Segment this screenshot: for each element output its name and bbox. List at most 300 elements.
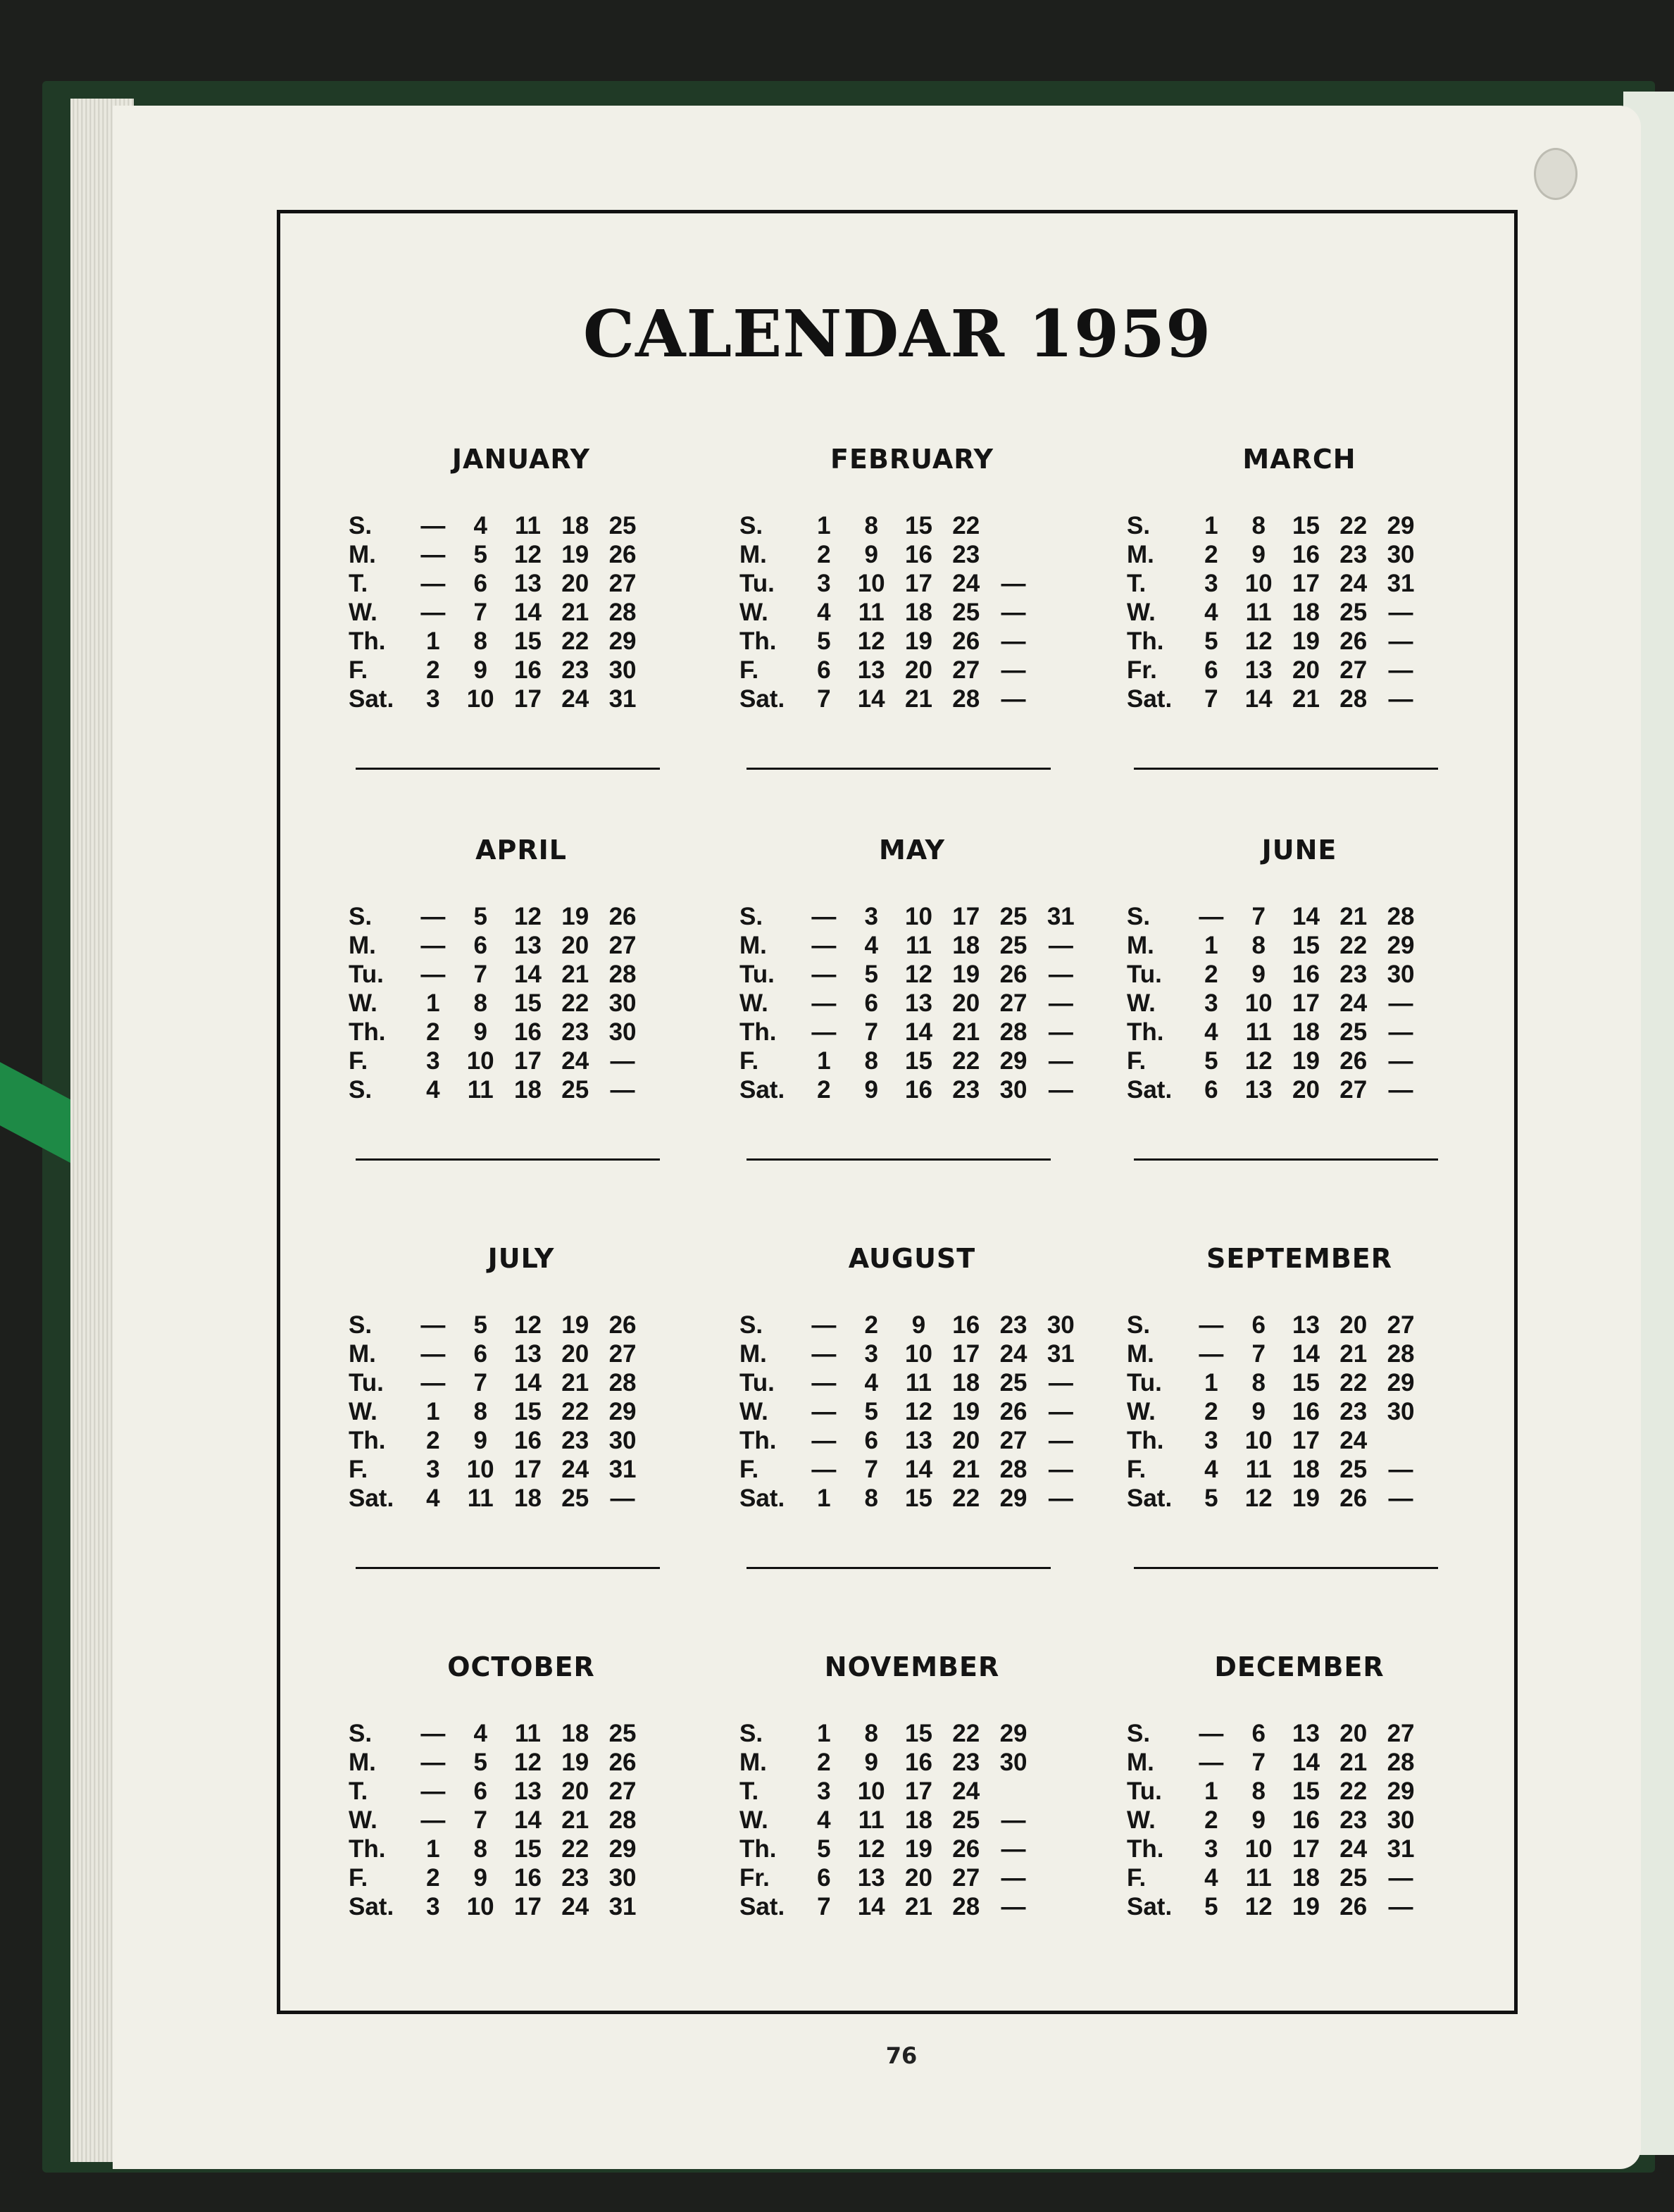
date-cell: 16 xyxy=(905,1748,932,1776)
month-february xyxy=(739,444,1085,713)
weekday-row xyxy=(739,1311,1085,1339)
date-cell: — xyxy=(1048,1484,1073,1512)
date-cell: 29 xyxy=(608,627,637,655)
weekday-row xyxy=(349,902,694,931)
date-cell: 9 xyxy=(473,1018,487,1046)
date-cell: 21 xyxy=(1292,685,1320,713)
date-cell: — xyxy=(1001,685,1026,713)
date-cell: 11 xyxy=(514,1719,541,1747)
date-cell: 20 xyxy=(1339,1719,1368,1747)
date-cell: 7 xyxy=(1204,685,1218,713)
date-cell: 12 xyxy=(514,1748,542,1776)
weekday-label: W. xyxy=(739,989,768,1017)
date-cell: 25 xyxy=(608,1719,637,1747)
weekday-row xyxy=(349,1018,694,1046)
date-cell: 4 xyxy=(1204,598,1218,626)
separator-rule xyxy=(1134,1158,1438,1161)
weekday-label: Th. xyxy=(349,1018,386,1046)
weekday-label: S. xyxy=(1127,511,1151,539)
date-cell: — xyxy=(1001,627,1026,655)
date-cell: 4 xyxy=(1204,1455,1218,1483)
date-cell: 14 xyxy=(857,1892,885,1920)
date-cell: — xyxy=(811,1426,837,1454)
date-cell: 5 xyxy=(864,1397,878,1425)
date-cell: 16 xyxy=(952,1311,980,1339)
date-cell: — xyxy=(420,1719,446,1747)
date-cell: 18 xyxy=(514,1484,542,1512)
date-cell: 26 xyxy=(1339,1484,1368,1512)
date-cell: 22 xyxy=(561,1835,589,1863)
weekday-row xyxy=(1127,1777,1472,1806)
date-cell: 7 xyxy=(817,685,831,713)
day-rows xyxy=(1127,1311,1472,1513)
weekday-label: W. xyxy=(739,1397,768,1425)
date-cell: 14 xyxy=(857,685,885,713)
weekday-row xyxy=(739,1777,1085,1806)
date-cell: 30 xyxy=(1387,540,1415,568)
weekday-label: Sat. xyxy=(1127,1075,1173,1104)
date-cell: 25 xyxy=(1339,1455,1368,1483)
weekday-label: Sat. xyxy=(1127,1484,1173,1512)
weekday-label: Th. xyxy=(349,627,386,655)
date-cell: 10 xyxy=(466,1892,494,1920)
date-cell: 22 xyxy=(952,1484,980,1512)
date-cell: 8 xyxy=(473,1397,487,1425)
date-cell: 23 xyxy=(561,1863,589,1892)
date-cell: — xyxy=(420,511,446,539)
date-cell: 21 xyxy=(905,685,932,713)
date-cell: — xyxy=(420,902,446,930)
weekday-label: S. xyxy=(349,1075,373,1104)
month-may xyxy=(739,835,1085,1104)
date-cell: 30 xyxy=(1387,1806,1415,1834)
weekday-row xyxy=(739,627,1085,656)
date-cell: 5 xyxy=(473,902,487,930)
date-cell: 11 xyxy=(1245,1018,1272,1046)
date-cell: 12 xyxy=(905,1397,932,1425)
weekday-row xyxy=(739,511,1085,540)
weekday-label: Fr. xyxy=(1127,656,1157,684)
weekday-row xyxy=(739,1426,1085,1455)
weekday-label: Sat. xyxy=(349,1892,394,1920)
weekday-row xyxy=(349,1806,694,1835)
weekday-row xyxy=(1127,1748,1472,1777)
date-cell: — xyxy=(811,1339,837,1368)
date-cell: 25 xyxy=(1339,598,1368,626)
day-rows xyxy=(1127,902,1472,1104)
weekday-label: Sat. xyxy=(739,1484,785,1512)
date-cell: — xyxy=(1388,1075,1413,1104)
date-cell: — xyxy=(420,540,446,568)
weekday-label: Tu. xyxy=(349,960,384,988)
date-cell: 28 xyxy=(952,685,980,713)
month-august xyxy=(739,1243,1085,1513)
weekday-row xyxy=(1127,960,1472,989)
date-cell: 2 xyxy=(817,1075,831,1104)
date-cell: 13 xyxy=(857,1863,885,1892)
date-cell: 18 xyxy=(905,598,932,626)
weekday-row xyxy=(1127,1397,1472,1426)
date-cell: 9 xyxy=(1251,1806,1266,1834)
date-cell: 14 xyxy=(1244,685,1273,713)
weekday-row xyxy=(1127,1339,1472,1368)
date-cell: 15 xyxy=(1292,511,1320,539)
date-cell: 26 xyxy=(608,902,637,930)
date-cell: 29 xyxy=(999,1719,1027,1747)
weekday-label: W. xyxy=(739,1806,768,1834)
date-cell: — xyxy=(1001,598,1026,626)
date-cell: 7 xyxy=(1251,1748,1266,1776)
date-cell: 18 xyxy=(1292,1018,1320,1046)
date-cell: — xyxy=(1199,1311,1224,1339)
weekday-row xyxy=(739,1339,1085,1368)
date-cell: 13 xyxy=(514,1777,542,1805)
weekday-row xyxy=(739,1863,1085,1892)
weekday-label: Sat. xyxy=(739,1892,785,1920)
weekday-label: Th. xyxy=(739,1018,777,1046)
weekday-row xyxy=(1127,902,1472,931)
separator-rule xyxy=(747,1567,1051,1569)
date-cell: 20 xyxy=(561,931,589,959)
date-cell: — xyxy=(420,1748,446,1776)
date-cell: 19 xyxy=(561,1311,589,1339)
date-cell: 13 xyxy=(857,656,885,684)
date-cell: 6 xyxy=(473,931,487,959)
day-rows xyxy=(739,902,1085,1104)
date-cell: 31 xyxy=(1387,569,1415,597)
date-cell: 5 xyxy=(473,540,487,568)
date-cell: 15 xyxy=(514,1397,542,1425)
date-cell: 15 xyxy=(1292,1777,1320,1805)
weekday-row xyxy=(349,931,694,960)
weekday-row xyxy=(1127,627,1472,656)
date-cell: — xyxy=(1199,1339,1224,1368)
date-cell: 26 xyxy=(1339,1046,1368,1075)
date-cell: 1 xyxy=(1204,1368,1218,1396)
date-cell: — xyxy=(420,1368,446,1396)
month-june xyxy=(1127,835,1472,1104)
weekday-row xyxy=(739,931,1085,960)
date-cell: 5 xyxy=(1204,627,1218,655)
date-cell: 5 xyxy=(864,960,878,988)
weekday-row xyxy=(1127,569,1472,598)
weekday-label: Th. xyxy=(1127,1835,1164,1863)
date-cell: 10 xyxy=(905,902,932,930)
date-cell: 20 xyxy=(1339,1311,1368,1339)
weekday-row xyxy=(1127,1719,1472,1748)
date-cell: 15 xyxy=(514,627,542,655)
weekday-label: M. xyxy=(349,1339,376,1368)
date-cell: 9 xyxy=(473,1426,487,1454)
date-cell: 8 xyxy=(1251,931,1266,959)
date-cell: 11 xyxy=(1245,598,1272,626)
day-rows xyxy=(349,902,694,1104)
date-cell: 29 xyxy=(608,1835,637,1863)
date-cell: 9 xyxy=(864,1075,878,1104)
weekday-label: Th. xyxy=(1127,1018,1164,1046)
weekday-label: F. xyxy=(1127,1046,1147,1075)
date-cell: 2 xyxy=(864,1311,878,1339)
date-cell: 20 xyxy=(952,989,980,1017)
date-cell: — xyxy=(1001,1892,1026,1920)
weekday-row xyxy=(349,1311,694,1339)
date-cell: — xyxy=(811,931,837,959)
date-cell: 5 xyxy=(473,1311,487,1339)
weekday-row xyxy=(349,1368,694,1397)
date-cell: 14 xyxy=(514,1806,542,1834)
date-cell: 16 xyxy=(1292,960,1320,988)
date-cell: 22 xyxy=(561,989,589,1017)
weekday-label: S. xyxy=(739,902,763,930)
month-march xyxy=(1127,444,1472,713)
date-cell: — xyxy=(1388,1484,1413,1512)
date-cell: 14 xyxy=(514,1368,542,1396)
day-rows xyxy=(349,1311,694,1513)
date-cell: 17 xyxy=(1292,1835,1320,1863)
date-cell: 21 xyxy=(1339,1748,1368,1776)
date-cell: 15 xyxy=(1292,931,1320,959)
weekday-label: M. xyxy=(1127,1748,1154,1776)
date-cell: 15 xyxy=(905,1719,932,1747)
separator-rule xyxy=(356,1158,660,1161)
date-cell: 6 xyxy=(473,1777,487,1805)
date-cell: 23 xyxy=(561,656,589,684)
date-cell: 4 xyxy=(817,598,831,626)
weekday-row xyxy=(349,1777,694,1806)
weekday-row xyxy=(349,1046,694,1075)
weekday-label: S. xyxy=(1127,1719,1151,1747)
weekday-label: Fr. xyxy=(739,1863,770,1892)
date-cell: 6 xyxy=(1251,1311,1266,1339)
weekday-label: Sat. xyxy=(739,1075,785,1104)
date-cell: 5 xyxy=(817,1835,831,1863)
date-cell: 8 xyxy=(473,989,487,1017)
date-cell: 17 xyxy=(1292,1426,1320,1454)
date-cell: 17 xyxy=(952,1339,980,1368)
date-cell: — xyxy=(811,989,837,1017)
date-cell: 16 xyxy=(1292,1806,1320,1834)
date-cell: 18 xyxy=(1292,598,1320,626)
date-cell: 9 xyxy=(473,656,487,684)
weekday-row xyxy=(349,1863,694,1892)
date-cell: 23 xyxy=(1339,540,1368,568)
month-name: MAY xyxy=(878,835,946,866)
date-cell: 6 xyxy=(817,1863,831,1892)
date-cell: 7 xyxy=(864,1018,878,1046)
date-cell: 19 xyxy=(952,960,980,988)
date-cell: 4 xyxy=(473,511,487,539)
date-cell: 2 xyxy=(1204,1397,1218,1425)
weekday-row xyxy=(1127,1368,1472,1397)
date-cell: 4 xyxy=(1204,1018,1218,1046)
date-cell: 1 xyxy=(426,1397,440,1425)
weekday-label: F. xyxy=(349,1455,368,1483)
date-cell: — xyxy=(1048,1397,1073,1425)
date-cell: 11 xyxy=(858,598,885,626)
date-cell: 24 xyxy=(561,1455,589,1483)
date-cell: 28 xyxy=(608,960,637,988)
date-cell: — xyxy=(811,902,837,930)
date-cell: 2 xyxy=(817,1748,831,1776)
date-cell: 24 xyxy=(999,1339,1027,1368)
date-cell: 6 xyxy=(1251,1719,1266,1747)
date-cell: 26 xyxy=(999,960,1027,988)
weekday-label: M. xyxy=(739,1339,767,1368)
date-cell: 5 xyxy=(1204,1046,1218,1075)
date-cell: 1 xyxy=(817,1046,831,1075)
date-cell: 1 xyxy=(426,627,440,655)
date-cell: 12 xyxy=(1244,1046,1273,1075)
date-cell: 3 xyxy=(864,1339,878,1368)
weekday-row xyxy=(349,960,694,989)
date-cell: 11 xyxy=(1245,1863,1272,1892)
weekday-label: S. xyxy=(739,511,763,539)
weekday-row xyxy=(739,960,1085,989)
date-cell: 6 xyxy=(473,569,487,597)
month-november xyxy=(739,1651,1085,1921)
date-cell: 28 xyxy=(608,598,637,626)
date-cell: 21 xyxy=(561,960,589,988)
date-cell: 4 xyxy=(426,1484,440,1512)
date-cell: 24 xyxy=(952,569,980,597)
date-cell: — xyxy=(1388,627,1413,655)
date-cell: 29 xyxy=(1387,1368,1415,1396)
weekday-label: S. xyxy=(1127,1311,1151,1339)
date-cell: 29 xyxy=(1387,931,1415,959)
weekday-row xyxy=(349,1455,694,1484)
date-cell: 17 xyxy=(514,685,542,713)
date-cell: 9 xyxy=(911,1311,926,1339)
weekday-row xyxy=(349,1075,694,1104)
date-cell: 27 xyxy=(999,989,1027,1017)
weekday-row xyxy=(349,1748,694,1777)
date-cell: 26 xyxy=(1339,1892,1368,1920)
date-cell: — xyxy=(1001,1835,1026,1863)
date-cell: 13 xyxy=(514,1339,542,1368)
weekday-row xyxy=(739,1806,1085,1835)
weekday-row xyxy=(349,685,694,713)
date-cell: 11 xyxy=(467,1075,494,1104)
date-cell: 15 xyxy=(1292,1368,1320,1396)
date-cell: — xyxy=(420,960,446,988)
weekday-row xyxy=(1127,1046,1472,1075)
weekday-label: F. xyxy=(739,1455,759,1483)
date-cell: 20 xyxy=(561,569,589,597)
date-cell: 19 xyxy=(561,902,589,930)
date-cell: 20 xyxy=(952,1426,980,1454)
weekday-row xyxy=(739,1748,1085,1777)
weekday-label: W. xyxy=(1127,1806,1156,1834)
date-cell: — xyxy=(811,1368,837,1396)
date-cell: — xyxy=(1001,1806,1026,1834)
date-cell: 28 xyxy=(999,1018,1027,1046)
date-cell: 5 xyxy=(817,627,831,655)
date-cell: 15 xyxy=(514,1835,542,1863)
date-cell: 5 xyxy=(1204,1484,1218,1512)
weekday-label: Tu. xyxy=(1127,1777,1162,1805)
date-cell: 7 xyxy=(1251,1339,1266,1368)
date-cell: — xyxy=(1048,931,1073,959)
weekday-label: M. xyxy=(349,931,376,959)
date-cell: — xyxy=(811,1397,837,1425)
date-cell: 8 xyxy=(1251,1368,1266,1396)
date-cell: 3 xyxy=(426,1046,440,1075)
weekday-label: W. xyxy=(1127,989,1156,1017)
date-cell: 10 xyxy=(857,569,885,597)
date-cell: 3 xyxy=(817,1777,831,1805)
date-cell: 19 xyxy=(1292,1892,1320,1920)
date-cell: 16 xyxy=(514,1426,542,1454)
date-cell: 2 xyxy=(426,1018,440,1046)
date-cell: 28 xyxy=(1387,902,1415,930)
date-cell: — xyxy=(420,1777,446,1805)
date-cell: — xyxy=(1048,1455,1073,1483)
date-cell: 15 xyxy=(514,989,542,1017)
date-cell: 28 xyxy=(608,1368,637,1396)
date-cell: 12 xyxy=(1244,627,1273,655)
date-cell: 23 xyxy=(561,1018,589,1046)
date-cell: 30 xyxy=(999,1075,1027,1104)
date-cell: 17 xyxy=(905,1777,932,1805)
date-cell: 20 xyxy=(1292,656,1320,684)
date-cell: — xyxy=(1388,1863,1413,1892)
weekday-label: F. xyxy=(1127,1455,1147,1483)
date-cell: 17 xyxy=(952,902,980,930)
weekday-row xyxy=(349,540,694,569)
date-cell: 19 xyxy=(905,627,932,655)
date-cell: — xyxy=(1388,1892,1413,1920)
date-cell: 2 xyxy=(1204,540,1218,568)
date-cell: — xyxy=(1388,685,1413,713)
weekday-label: M. xyxy=(739,931,767,959)
weekday-label: Tu. xyxy=(739,569,775,597)
date-cell: 24 xyxy=(952,1777,980,1805)
weekday-label: W. xyxy=(1127,1397,1156,1425)
weekday-label: Th. xyxy=(739,627,777,655)
weekday-label: W. xyxy=(1127,598,1156,626)
weekday-label: T. xyxy=(1127,569,1147,597)
weekday-label: Th. xyxy=(739,1426,777,1454)
date-cell: 9 xyxy=(864,540,878,568)
weekday-label: S. xyxy=(739,1719,763,1747)
date-cell: — xyxy=(1199,1748,1224,1776)
weekday-label: Tu. xyxy=(349,1368,384,1396)
weekday-row xyxy=(1127,511,1472,540)
date-cell: 14 xyxy=(905,1018,932,1046)
weekday-row xyxy=(1127,1018,1472,1046)
date-cell: — xyxy=(1048,960,1073,988)
date-cell: 16 xyxy=(1292,1397,1320,1425)
month-name: FEBRUARY xyxy=(830,444,994,475)
weekday-label: Sat. xyxy=(739,685,785,713)
weekday-label: T. xyxy=(349,569,368,597)
date-cell: 16 xyxy=(514,656,542,684)
date-cell: 8 xyxy=(864,1046,878,1075)
date-cell: 2 xyxy=(817,540,831,568)
date-cell: 28 xyxy=(952,1892,980,1920)
date-cell: — xyxy=(610,1484,635,1512)
date-cell: 6 xyxy=(864,989,878,1017)
weekday-row xyxy=(349,1835,694,1863)
date-cell: 22 xyxy=(1339,1777,1368,1805)
date-cell: 21 xyxy=(561,1368,589,1396)
date-cell: 30 xyxy=(1387,960,1415,988)
date-cell: 28 xyxy=(1387,1339,1415,1368)
date-cell: — xyxy=(420,1339,446,1368)
date-cell: 2 xyxy=(426,656,440,684)
date-cell: 8 xyxy=(473,1835,487,1863)
date-cell: — xyxy=(1001,656,1026,684)
